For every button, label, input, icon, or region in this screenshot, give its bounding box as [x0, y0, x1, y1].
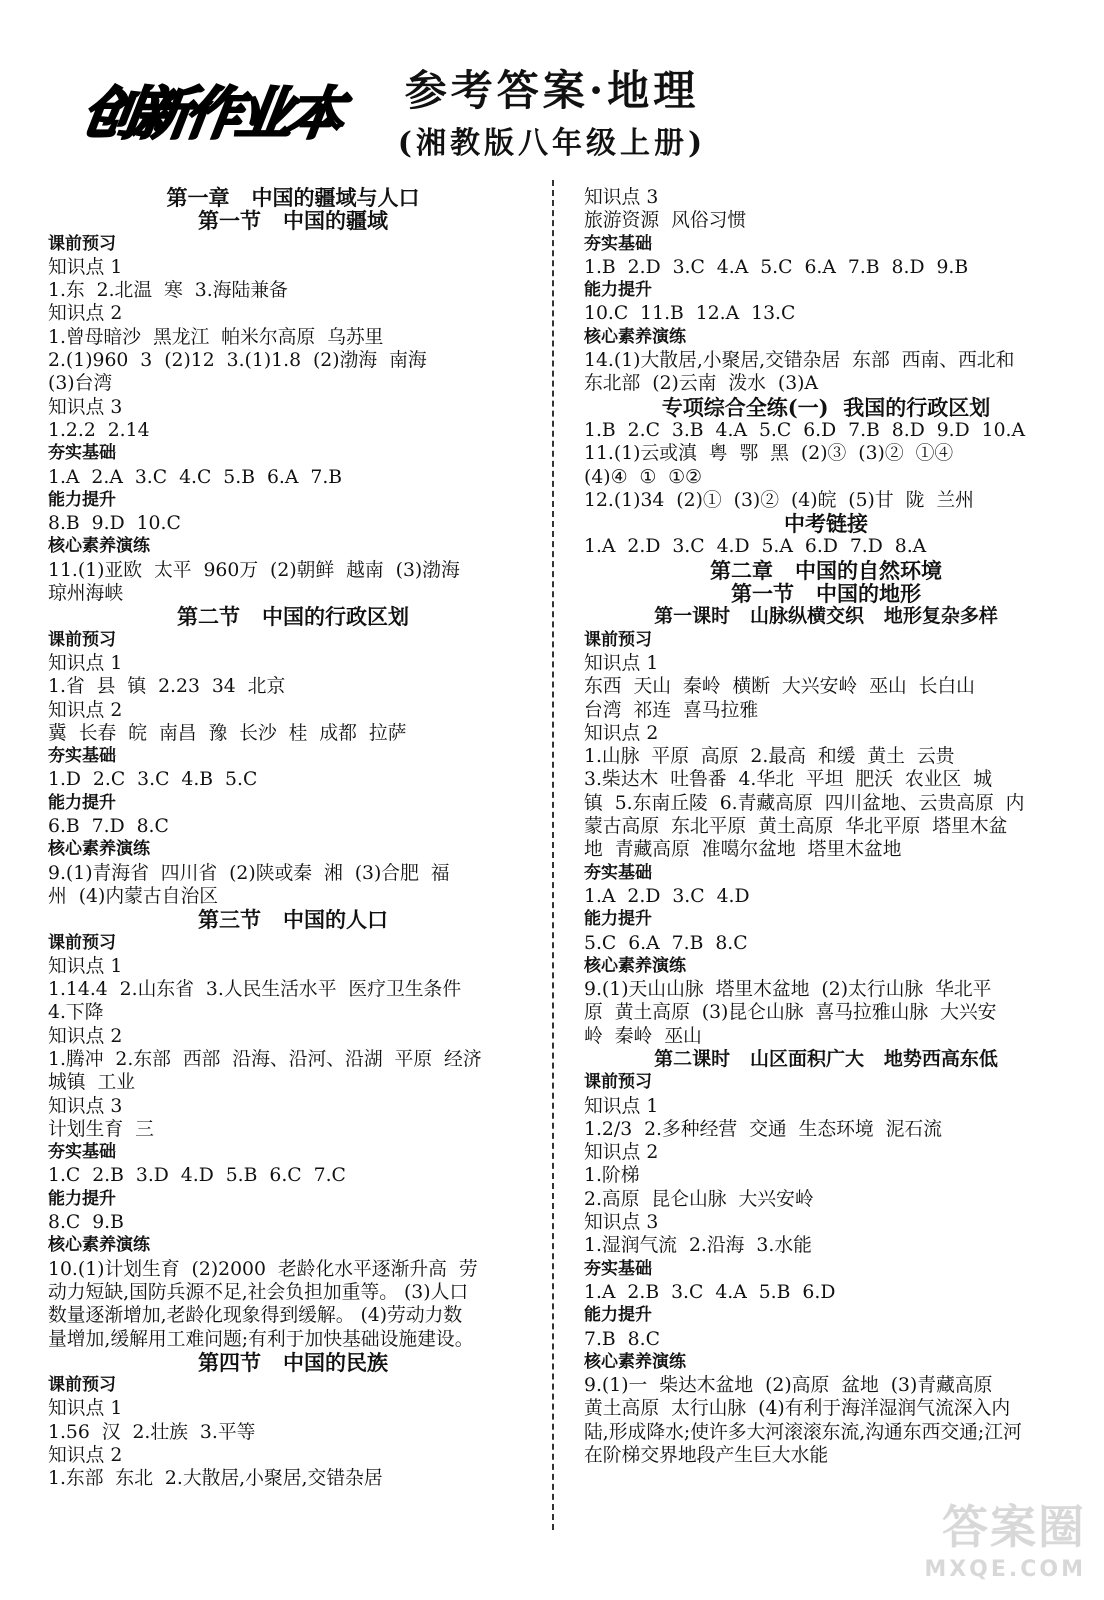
answer-line: 知识点 1 [48, 955, 123, 977]
subsection-label: 课前预习 [48, 932, 116, 953]
answer-line: 1.A 2.A 3.C 4.C 5.B 6.A 7.B [48, 466, 343, 488]
answer-line: 琼州海峡 [48, 583, 124, 605]
answer-line: 量增加,缓解用工难问题;有利于加快基础设施建设。 [48, 1328, 474, 1350]
subsection-label: 能力提升 [48, 489, 116, 510]
answer-line: 3.柴达木 吐鲁番 4.华北 平坦 肥沃 农业区 城 [584, 769, 992, 791]
answer-line: 原 黄土高原 (3)昆仑山脉 喜马拉雅山脉 大兴安 [584, 1002, 997, 1024]
answer-line: (3)台湾 [48, 373, 113, 395]
watermark-logo-text: 答案圈 [942, 1500, 1086, 1554]
answer-line: 1.东 2.北温 寒 3.海陆兼备 [48, 280, 288, 302]
answer-line: 8.C 9.B [48, 1212, 124, 1234]
subsection-label: 课前预习 [584, 629, 652, 650]
section-heading: 中考链接 [784, 511, 868, 537]
answer-line: 知识点 2 [48, 303, 123, 325]
answer-line: 蒙古高原 东北平原 黄土高原 华北平原 塔里木盆 [584, 816, 1008, 838]
answer-line: 知识点 1 [584, 1095, 659, 1117]
subsection-label: 夯实基础 [48, 1142, 116, 1163]
answer-line: 1.A 2.D 3.C 4.D 5.A 6.D 7.D 8.A [584, 536, 927, 558]
subsection-label: 课前预习 [584, 1072, 652, 1093]
answer-line: 6.B 7.D 8.C [48, 816, 169, 838]
answer-line: 1.B 2.D 3.C 4.A 5.C 6.A 7.B 8.D 9.B [584, 256, 969, 278]
chapter-heading: 第一章 中国的疆域与人口 [166, 185, 420, 210]
answer-line: 1.B 2.C 3.B 4.A 5.C 6.D 7.B 8.D 9.D 10.A [584, 419, 1026, 441]
subsection-label: 能力提升 [584, 1305, 652, 1326]
answer-line: 陆,形成降水;使许多大河滚滚东流,沟通东西交通;江河 [584, 1421, 1022, 1443]
answer-line: 镇 5.东南丘陵 6.青藏高原 四川盆地、云贵高原 内 [584, 792, 1025, 814]
subsection-label: 能力提升 [48, 1188, 116, 1209]
section-heading: 专项综合全练(一) 我国的行政区划 [661, 394, 991, 420]
answer-line: 1.2/3 2.多种经营 交通 生态环境 泥石流 [584, 1118, 942, 1140]
section-heading: 第四节 中国的民族 [198, 1349, 388, 1375]
answer-line: 1.14.4 2.山东省 3.人民生活水平 医疗卫生条件 [48, 979, 462, 1001]
watermark-url: MXQE.COM [924, 1557, 1086, 1582]
subsection-label: 核心素养演练 [584, 955, 686, 976]
answer-line: 知识点 3 [584, 1212, 659, 1234]
answer-line: 12.(1)34 (2)① (3)② (4)皖 (5)甘 陇 兰州 [584, 489, 974, 511]
answer-line: (4)④ ① ①② [584, 466, 702, 488]
answer-line: 数量逐渐增加,老龄化现象得到缓解。 (4)劳动力数 [48, 1305, 463, 1327]
answer-line: 知识点 2 [48, 1445, 123, 1467]
answer-line: 14.(1)大散居,小聚居,交错杂居 东部 西南、西北和 [584, 350, 1015, 372]
answer-line: 1.阶梯 [584, 1165, 640, 1187]
answer-line: 知识点 1 [48, 652, 123, 674]
right-column [584, 186, 1068, 1467]
answer-line: 1.A 2.B 3.C 4.A 5.B 6.D [584, 1281, 836, 1303]
subsection-label: 夯实基础 [584, 862, 652, 883]
section-heading: 第二节 中国的行政区划 [177, 604, 409, 630]
answer-line: 9.(1)青海省 四川省 (2)陕或秦 湘 (3)合肥 福 [48, 862, 450, 884]
answer-line: 知识点 3 [584, 187, 659, 208]
answer-line: 1.56 汉 2.壮族 3.平等 [48, 1421, 256, 1443]
answer-line: 1.曾母暗沙 黑龙江 帕米尔高原 乌苏里 [48, 326, 384, 348]
subsection-label: 能力提升 [584, 909, 652, 930]
answer-line: 动力短缺,国防兵源不足,社会负担加重等。 (3)人口 [48, 1281, 469, 1303]
answer-line: 在阶梯交界地段产生巨大水能 [584, 1445, 829, 1467]
answer-line: 东北部 (2)云南 泼水 (3)A [584, 373, 819, 395]
page-subtitle: (湘教版八年级上册) [397, 126, 707, 161]
answer-line: 1.腾冲 2.东部 西部 沿海、沿河、沿湖 平原 经济 [48, 1048, 482, 1070]
answer-line: 1.省 县 镇 2.23 34 北京 [48, 676, 286, 698]
answer-line: 2.高原 昆仑山脉 大兴安岭 [584, 1188, 814, 1210]
subsection-label: 能力提升 [48, 792, 116, 813]
answer-line: 11.(1)云或滇 粤 鄂 黑 (2)③ (3)② ①④ [584, 443, 954, 465]
answer-line: 知识点 3 [48, 396, 123, 418]
answer-line: 地 青藏高原 准噶尔盆地 塔里木盆地 [584, 839, 902, 861]
lesson-heading: 第二课时 山区面积广大 地势西高东低 [654, 1047, 998, 1070]
subsection-label: 夯实基础 [584, 233, 652, 254]
answer-line: 黄土高原 太行山脉 (4)有利于海洋湿润气流深入内 [584, 1398, 1011, 1420]
subsection-label: 课前预习 [48, 629, 116, 650]
answer-line: 1.东部 东北 2.大散居,小聚居,交错杂居 [48, 1468, 383, 1490]
answer-line: 岭 秦岭 巫山 [584, 1025, 702, 1047]
answer-line: 知识点 3 [48, 1095, 123, 1117]
subsection-label: 核心素养演练 [584, 1351, 686, 1372]
subsection-label: 夯实基础 [584, 1258, 652, 1279]
answer-line: 州 (4)内蒙古自治区 [48, 885, 219, 907]
answer-line: 2.(1)960 3 (2)12 3.(1)1.8 (2)渤海 南海 [48, 350, 427, 372]
answer-line: 城镇 工业 [48, 1072, 136, 1094]
answer-line: 4.下降 [48, 1002, 104, 1024]
answer-line: 1.湿润气流 2.沿海 3.水能 [584, 1235, 812, 1257]
subsection-label: 课前预习 [48, 233, 116, 254]
answer-line: 8.B 9.D 10.C [48, 513, 181, 535]
answer-line: 东西 天山 秦岭 横断 大兴安岭 巫山 长白山 [584, 676, 975, 698]
answer-line: 知识点 1 [48, 1398, 123, 1420]
page-title: 参考答案·地理 [404, 66, 700, 115]
column-divider [552, 180, 554, 1530]
answer-line: 9.(1)天山山脉 塔里木盆地 (2)太行山脉 华北平 [584, 979, 992, 1001]
answer-line: 知识点 1 [48, 256, 123, 278]
subsection-label: 核心素养演练 [48, 839, 150, 860]
answer-line: 1.C 2.B 3.D 4.D 5.B 6.C 7.C [48, 1165, 346, 1187]
answer-line: 1.2.2 2.14 [48, 419, 150, 441]
answer-line: 旅游资源 风俗习惯 [584, 210, 747, 232]
subsection-label: 夯实基础 [48, 443, 116, 464]
section-heading: 第一节 中国的地形 [731, 581, 921, 607]
section-heading: 第一节 中国的疆域 [198, 208, 388, 234]
answer-line: 7.B 8.C [584, 1328, 660, 1350]
answer-line: 台湾 祁连 喜马拉雅 [584, 699, 759, 721]
answer-line: 5.C 6.A 7.B 8.C [584, 932, 748, 954]
answer-line: 知识点 1 [584, 652, 659, 674]
answer-line: 计划生育 三 [48, 1118, 154, 1140]
left-column [48, 186, 538, 1491]
watermark [924, 1491, 1086, 1582]
answer-line: 1.山脉 平原 高原 2.最高 和缓 黄土 云贵 [584, 746, 955, 768]
subsection-label: 核心素养演练 [48, 1235, 150, 1256]
answer-line: 11.(1)亚欧 太平 960万 (2)朝鲜 越南 (3)渤海 [48, 559, 460, 581]
subsection-label: 能力提升 [584, 280, 652, 301]
chapter-heading: 第二章 中国的自然环境 [710, 557, 942, 583]
section-heading: 第三节 中国的人口 [198, 907, 388, 933]
answer-line: 10.(1)计划生育 (2)2000 老龄化水平逐渐升高 劳 [48, 1258, 478, 1280]
answer-line: 知识点 2 [584, 1142, 659, 1164]
answer-line: 知识点 2 [48, 699, 123, 721]
answer-line: 冀 长春 皖 南昌 豫 长沙 桂 成都 拉萨 [48, 722, 407, 744]
subsection-label: 课前预习 [48, 1375, 116, 1396]
subsection-label: 核心素养演练 [584, 326, 686, 347]
answer-line: 10.C 11.B 12.A 13.C [584, 303, 796, 325]
subsection-label: 夯实基础 [48, 746, 116, 767]
lesson-heading: 第一课时 山脉纵横交织 地形复杂多样 [654, 605, 998, 628]
answer-line: 9.(1)一 柴达木盆地 (2)高原 盆地 (3)青藏高原 [584, 1375, 993, 1397]
answer-line: 知识点 2 [584, 722, 659, 744]
subsection-label: 核心素养演练 [48, 536, 150, 557]
answer-line: 知识点 2 [48, 1025, 123, 1047]
answer-line: 1.D 2.C 3.C 4.B 5.C [48, 769, 258, 791]
answer-line: 1.A 2.D 3.C 4.D [584, 885, 750, 907]
brand-logo: 创新作业本 [78, 82, 343, 147]
